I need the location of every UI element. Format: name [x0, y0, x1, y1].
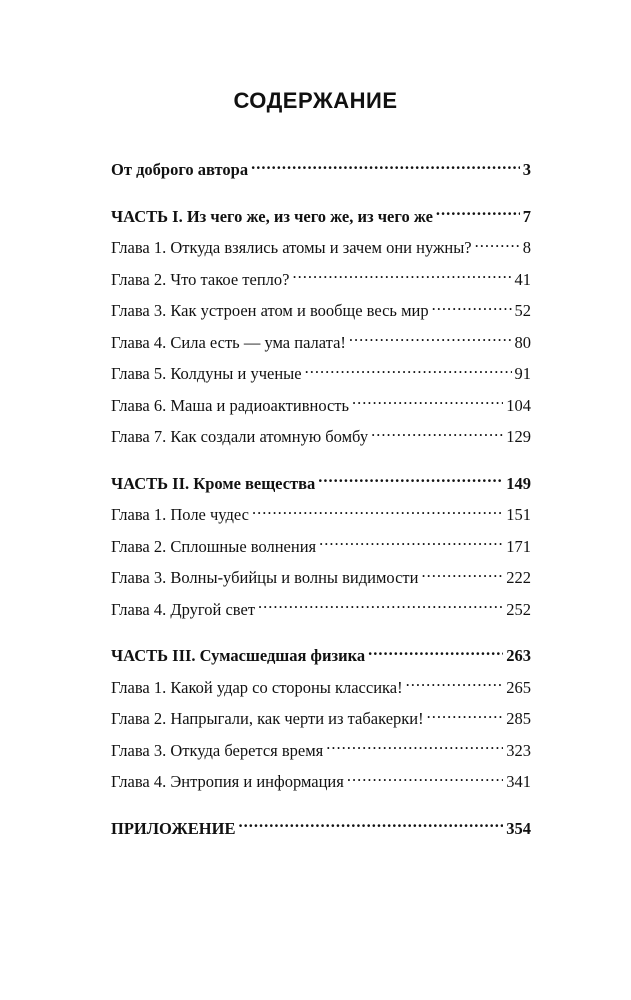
toc-chapter-entry	[111, 562, 531, 594]
toc-chapter-entry	[111, 594, 531, 626]
toc-entry-label: Глава 1. Поле чудес	[111, 505, 249, 524]
toc-chapter-entry	[111, 232, 531, 264]
toc-entry-label: ЧАСТЬ III. Сумасшедшая физика	[111, 646, 366, 665]
dot-leader	[371, 426, 503, 443]
toc-page-number: 171	[506, 536, 531, 556]
toc-part-entry	[111, 813, 531, 845]
toc-entry-label: От доброго автора	[111, 160, 249, 179]
toc-page-number: 285	[506, 709, 531, 728]
dot-leader	[352, 394, 503, 411]
toc-entry-label: Глава 4. Сила есть — ума палата!	[111, 332, 346, 352]
dot-leader	[292, 268, 511, 285]
toc-page-number: 323	[506, 740, 531, 760]
toc-chapter-entry	[111, 295, 531, 327]
toc-entry-label: ЧАСТЬ II. Кроме вещества	[111, 473, 316, 493]
toc-page-number: 265	[506, 677, 531, 697]
toc-chapter-entry	[111, 421, 531, 453]
toc-part-entry	[111, 154, 531, 186]
dot-leader	[406, 676, 504, 693]
toc-entry-label: Глава 5. Колдуны и ученые	[111, 364, 302, 383]
dot-leader	[258, 598, 503, 615]
dot-leader	[347, 771, 503, 788]
toc-page-number: 341	[506, 772, 531, 791]
dot-leader	[238, 817, 503, 834]
toc-entry-label: Глава 2. Сплошные волнения	[111, 536, 317, 556]
dot-leader	[252, 504, 503, 521]
dot-leader	[421, 567, 503, 584]
table-of-contents	[111, 154, 531, 844]
toc-page-number: 80	[514, 332, 531, 352]
toc-chapter-entry	[111, 703, 531, 735]
toc-entry-label: Глава 7. Как создали атомную бомбу	[111, 427, 369, 446]
toc-page-number: 222	[506, 568, 531, 587]
toc-entry-label: Глава 1. Какой удар со стороны классика!	[111, 677, 403, 697]
toc-chapter-entry	[111, 672, 531, 704]
dot-leader	[251, 159, 520, 176]
toc-page-number: 52	[514, 301, 531, 320]
toc-part-entry	[111, 201, 531, 233]
toc-chapter-entry	[111, 358, 531, 390]
toc-part-entry	[111, 468, 531, 500]
toc-chapter-entry	[111, 390, 531, 422]
toc-entry-label: Глава 2. Напрыгали, как черти из табакерки!	[111, 709, 424, 728]
toc-page-number: 354	[506, 818, 531, 838]
toc-page-number: 149	[506, 473, 531, 493]
toc-chapter-entry	[111, 499, 531, 531]
dot-leader	[368, 645, 503, 662]
dot-leader	[318, 472, 503, 489]
toc-entry-label: Глава 3. Волны-убийцы и волны видимости	[111, 568, 419, 587]
toc-page-number: 104	[506, 395, 531, 415]
toc-entry-label: Глава 3. Как устроен атом и вообще весь мир	[111, 301, 429, 320]
dot-leader	[319, 535, 503, 552]
toc-entry-label: Глава 6. Маша и радиоактивность	[111, 395, 350, 415]
dot-leader	[326, 739, 503, 756]
toc-chapter-entry	[111, 766, 531, 798]
toc-entry-label: ПРИЛОЖЕНИЕ	[111, 818, 236, 838]
toc-page-number: 41	[514, 269, 531, 289]
dot-leader	[436, 205, 520, 222]
dot-leader	[427, 708, 504, 725]
toc-page-number: 252	[506, 599, 531, 619]
dot-leader	[349, 331, 512, 348]
dot-leader	[432, 300, 512, 317]
toc-entry-label: ЧАСТЬ I. Из чего же, из чего же, из чего же	[111, 206, 433, 226]
toc-page-number: 263	[506, 646, 531, 665]
toc-chapter-entry	[111, 264, 531, 296]
toc-entry-label: Глава 1. Откуда взялись атомы и зачем они нужны?	[111, 238, 472, 257]
toc-entry-label: Глава 4. Энтропия и информация	[111, 772, 344, 791]
toc-page-number: 129	[506, 427, 531, 446]
toc-page-number: 7	[522, 206, 531, 226]
toc-entry-label: Глава 4. Другой свет	[111, 599, 256, 619]
toc-page-number: 151	[506, 505, 531, 524]
dot-leader	[475, 237, 520, 254]
toc-page-number: 3	[522, 160, 531, 179]
toc-chapter-entry	[111, 531, 531, 563]
toc-chapter-entry	[111, 327, 531, 359]
page-title: СОДЕРЖАНИЕ	[233, 88, 398, 113]
toc-part-entry	[111, 640, 531, 672]
toc-entry-label: Глава 3. Откуда берется время	[111, 740, 324, 760]
toc-chapter-entry	[111, 735, 531, 767]
toc-entry-label: Глава 2. Что такое тепло?	[111, 269, 290, 289]
dot-leader	[305, 363, 512, 380]
toc-page-number: 91	[514, 364, 531, 383]
toc-page-number: 8	[522, 238, 531, 257]
